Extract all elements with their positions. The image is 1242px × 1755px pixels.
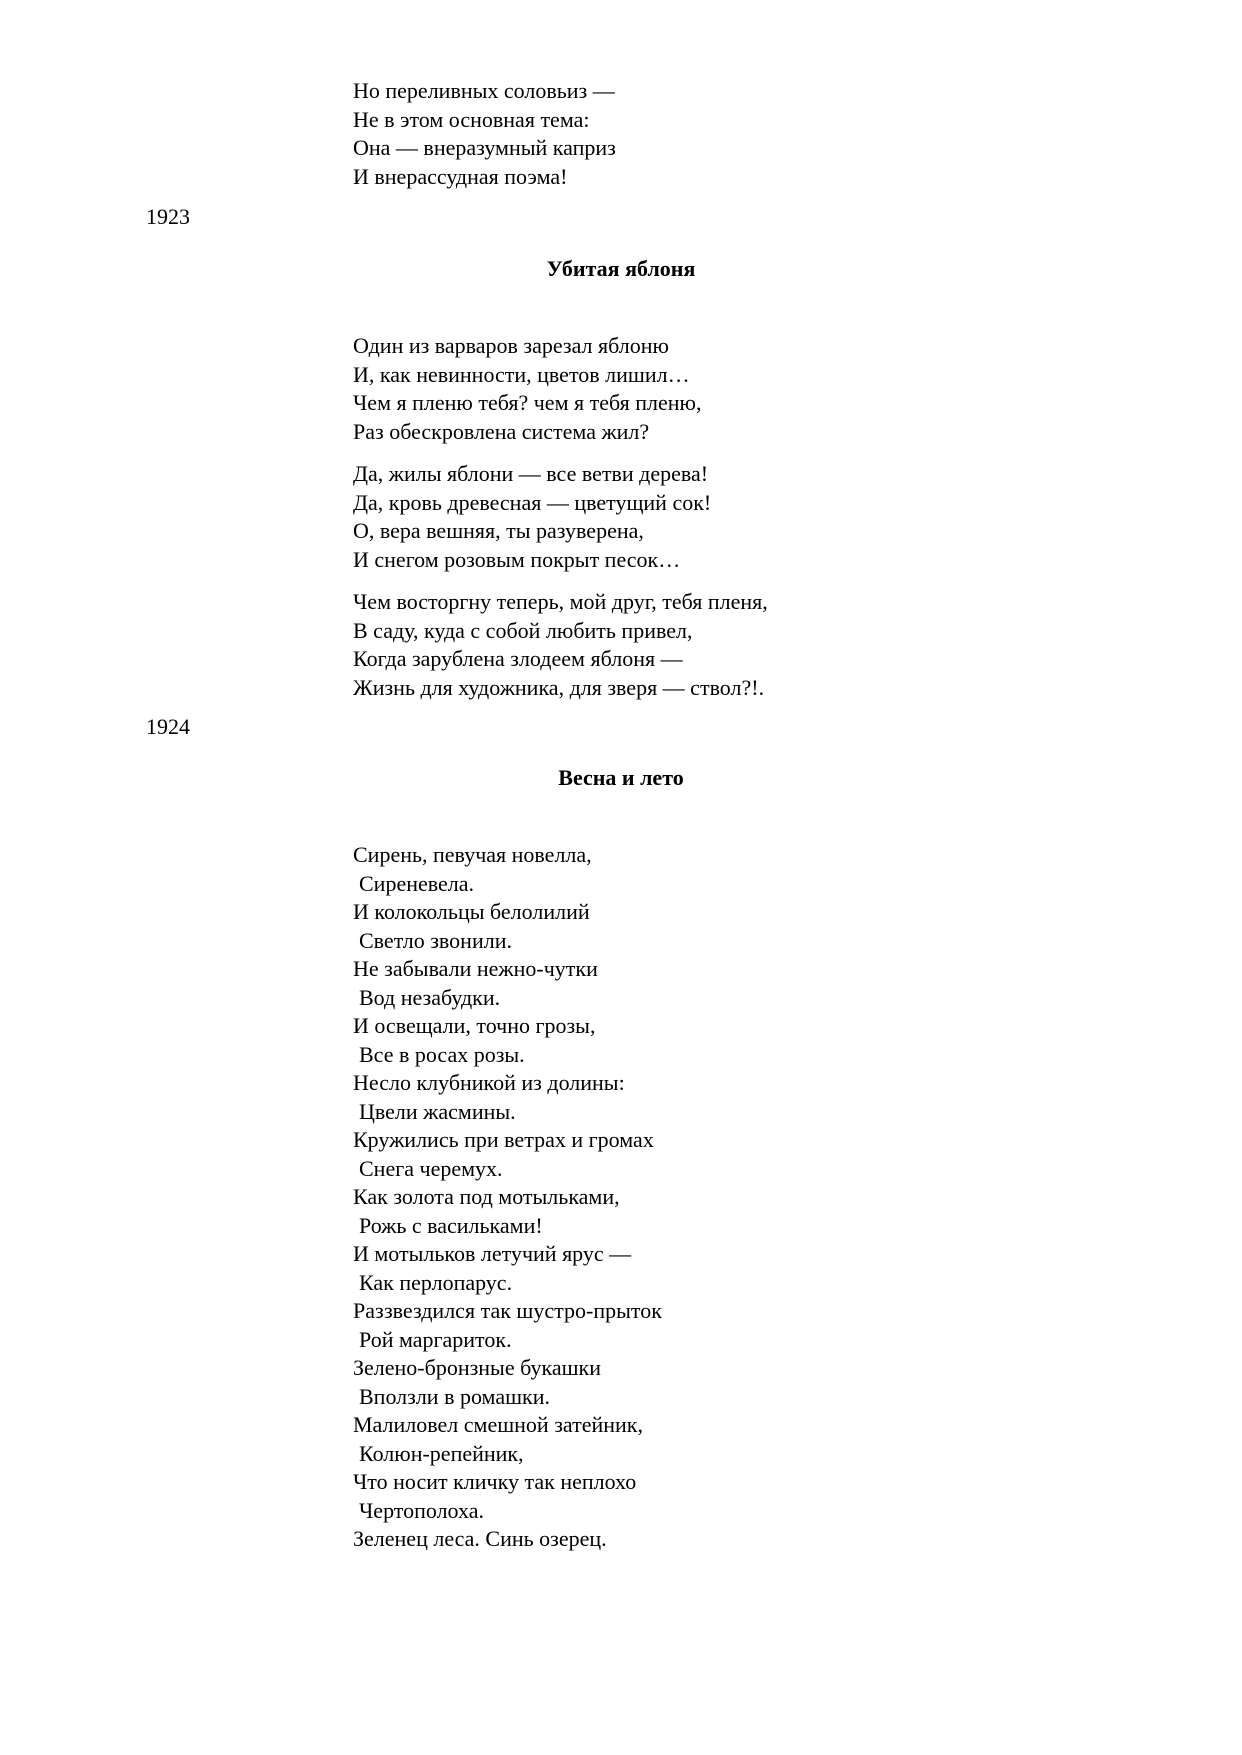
poem-line: Чем я пленю тебя? чем я тебя пленю,: [353, 390, 702, 415]
poem-line: Раззвездился так шустро-прыток: [353, 1298, 662, 1323]
poem-line: Вползли в ромашки.: [359, 1383, 550, 1409]
poem-line: Раз обескровлена система жил?: [353, 418, 650, 444]
poem-line: Кружились при ветрах и громах: [353, 1127, 654, 1152]
poem3-stanza: [353, 841, 662, 1554]
poem-line: И внерассудная поэма!: [353, 163, 568, 189]
poem-line: И, как невинности, цветов лишил…: [353, 361, 690, 387]
poem-line: Несло клубникой из долины:: [353, 1070, 625, 1095]
poem-line: Жизнь для художника, для зверя — ствол?!.: [353, 674, 765, 700]
poem-line: Все в росах розы.: [359, 1041, 525, 1067]
poem-line: И снегом розовым покрыт песок…: [353, 546, 681, 572]
poem-line: Один из варваров зарезал яблоню: [353, 333, 669, 358]
poem-line: И колокольцы белолилий: [353, 899, 590, 924]
poem-line: Цвели жасмины.: [359, 1098, 516, 1124]
poem-line: О, вера вешняя, ты разуверена,: [353, 518, 644, 543]
poem3-title-text: Весна и лето: [558, 765, 684, 790]
poem2-stanza-1: [353, 332, 701, 446]
poem-line: Рожь с васильками!: [359, 1212, 543, 1238]
poem-line: Рой маргариток.: [359, 1326, 512, 1352]
poem-line: Вод незабудки.: [359, 984, 501, 1010]
poem-line: Сиреневела.: [359, 870, 475, 896]
poem2-stanza-3: [353, 588, 768, 702]
poem-line: И освещали, точно грозы,: [353, 1013, 596, 1038]
poem-line: Чем восторгну теперь, мой друг, тебя пленя,: [353, 589, 768, 614]
poem2-title-text: Убитая яблоня: [546, 256, 696, 281]
poem-line: Сирень, певучая новелла,: [353, 842, 592, 867]
poem-line: Светло звонили.: [359, 927, 512, 953]
poem-line: Что носит кличку так неплохо: [353, 1469, 637, 1494]
poem2-title: [0, 255, 1242, 283]
poem-line: Не забывали нежно-чутки: [353, 956, 598, 981]
poem-line: Да, кровь древесная — цветущий сок!: [353, 489, 712, 515]
poem-line: Малиловел смешной затейник,: [353, 1412, 643, 1437]
poem-line: Она — внеразумный каприз: [353, 135, 616, 160]
poem-line: Колюн-репейник,: [359, 1440, 524, 1466]
poem-line: Не в этом основная тема:: [353, 106, 590, 132]
poem-line: Зелено-бронзные букашки: [353, 1355, 601, 1380]
poem-line: Зеленец леса. Синь озерец.: [353, 1526, 607, 1551]
poem-line: Снега черемух.: [359, 1155, 503, 1181]
poem-line: Когда зарублена злодеем яблоня —: [353, 646, 683, 671]
poem-line: Но переливных соловьиз —: [353, 78, 615, 103]
poem-line: И мотыльков летучий ярус —: [353, 1241, 632, 1266]
poem2-year: 1924: [146, 714, 190, 739]
poem-line: Чертополоха.: [359, 1497, 484, 1523]
poem-line: Да, жилы яблони — все ветви дерева!: [353, 461, 709, 486]
poem3-title: [0, 764, 1242, 792]
poem1-year: 1923: [146, 204, 190, 229]
poem-line: В саду, куда с собой любить привел,: [353, 617, 693, 643]
poem2-stanza-2: [353, 460, 711, 574]
poem1-stanza: [353, 77, 616, 191]
poem-line: Как перлопарус.: [359, 1269, 513, 1295]
poem-line: Как золота под мотыльками,: [353, 1184, 620, 1209]
